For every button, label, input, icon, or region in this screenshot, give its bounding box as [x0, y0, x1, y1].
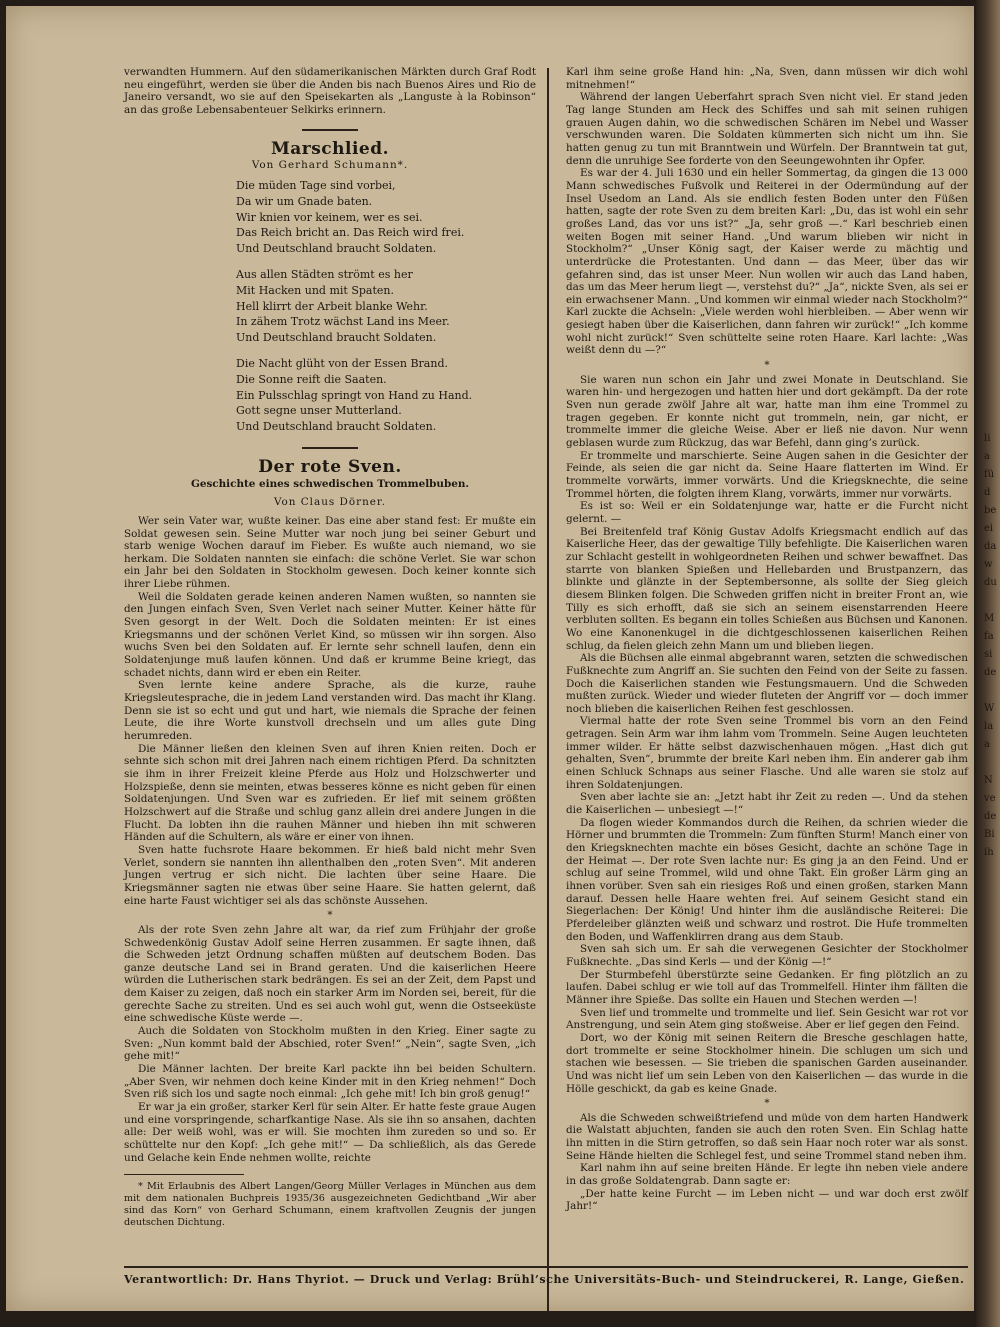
poem-line: Und Deutschland braucht Soldaten.: [236, 331, 437, 345]
poem-stanza-3: [236, 356, 536, 435]
poem-line: Da wir um Gnade baten.: [236, 194, 373, 208]
edge-letter: ih: [984, 847, 994, 858]
story-paragraph: Er war ja ein großer, starker Kerl für sein Alter. Er hatte feste graue Augen und eine vorspringende, scharfkantige Nase. Als sie ihn so ansahen, dachten alle: Der weiß wohl, was er will. Sie mochten ihm zureden so und so. Er schüttelte nur den Kopf: „Ich gehe mit!“ — Da schließlich, als das Gerede und Gelache kein Ende nehmen wollte, reichte: [124, 1101, 536, 1164]
edge-letter: [984, 754, 998, 772]
poem-line: Ein Pulsschlag springt von Hand zu Hand.: [236, 388, 473, 402]
story-paragraph: Er trommelte und marschierte. Seine Augen sahen in die Gesichter der Feinde, als seien die gar nicht da. Seine Haare flatterten im Wind. Er trommelte vorwärts, immer vorwärts. Und die Kriegsknechte, die seine Trommel hörten, die folgten ihrem Klang, vorwärts, immer nur vorwärts.: [566, 449, 968, 500]
edge-letter: w: [984, 559, 993, 570]
story-paragraph: Bei Breitenfeld traf König Gustav Adolfs Kriegsmacht endlich auf das Kaiserliche Heer, das der gewaltige Tilly befehligte. Die Kaiserlichen waren zur Schlacht gestellt in wohlgeordneten Reihen und schwer bewaffnet. Das starrte von blanken Spießen und Hellebarden und Brustpanzern, das blinkte und glänzte in der Septembersonne, als sollte der Sieg gleich diesem Blinken folgen. Die Schweden griffen nicht in breiter Front an, wie Tilly es sich erhofft, daß sie sich an seinem eisenstarrenden Heere verbluten sollten. Es begann ein tolles Schießen aus Büchsen und Kanonen. Wo eine Kanonenkugel in die dichtgeschlossenen kaiserlichen Reihen schlug, da fielen gleich zehn Mann um und blieben liegen.: [566, 525, 968, 652]
imprint-footer: Verantwortlich: Dr. Hans Thyriot. — Druck und Verlag: Brühl’sche Universitäts-Buch- und Steindruckerei, R. Lange, Gießen.: [124, 1273, 965, 1286]
footer-rule: [124, 1266, 968, 1268]
edge-letter: a: [984, 451, 990, 462]
story-paragraph: Als die Büchsen alle einmal abgebrannt waren, setzten die schwedischen Fußknechte zum Angriff an. Sie suchten den Feind von der Seite zu fassen. Doch die Kaiserlichen standen wie Festungsmauern. Und die Schweden mußten zurück. Wieder und wieder fluteten der Angriff vor — doch immer noch blieben die kaiserlichen Reihen fest geschlossen.: [566, 652, 968, 715]
left-column: [124, 66, 536, 1229]
edge-letter: a: [984, 739, 990, 750]
story-paragraph: Während der langen Ueberfahrt sprach Sven nicht viel. Er stand jeden Tag lange Stunden am Heck des Schiffes und sah mit seinen ruhigen grauen Augen dahin, wo die schwedischen Schären im Nebel und Wasser verschwunden waren. Die Soldaten kümmerten sich nicht um ihn. Sie hatten genug zu tun mit Branntwein und Würfeln. Der Branntwein tat gut, denn die unruhige See forderte von den Seeungewohnten ihr Opfer.: [566, 91, 968, 167]
edge-letter: la: [984, 721, 994, 732]
poem-line: Die müden Tage sind vorbei,: [236, 178, 396, 192]
edge-letter: [984, 682, 998, 700]
poem-stanza-2: [236, 267, 536, 346]
edge-letter: fü: [984, 469, 995, 480]
story-paragraph: Es ist so: Weil er ein Soldatenjunge war, hatte er die Furcht nicht gelernt. —: [566, 500, 968, 525]
poem-line: Das Reich bricht an. Das Reich wird frei.: [236, 226, 465, 240]
adjacent-page-edge: [976, 0, 1000, 1327]
edge-letter: de: [984, 811, 997, 822]
edge-letter: be: [984, 505, 997, 516]
section-rule: [302, 129, 358, 131]
newspaper-page: [6, 6, 974, 1311]
story-paragraph: Dort, wo der König mit seinen Reitern die Bresche geschlagen hatte, dort trommelte er seine Stockholmer hinein. Die schlugen um sich und stachen wie besessen. — Sie trieben die spanischen Garden auseinander. Und was nicht lief um sein Leben von den Kaiserlichen — das wurde in die Hölle geschickt, da gab es keine Gnade.: [566, 1031, 968, 1095]
section-star: *: [764, 1097, 770, 1110]
story-paragraph: Sven sah sich um. Er sah die verwegenen Gesichter der Stockholmer Fußknechte. „Das sind Kerls — und der König —!“: [566, 943, 968, 968]
edge-letter: d: [984, 487, 991, 498]
story-paragraph: Sven lief und trommelte und trommelte und lief. Sein Gesicht war rot vor Anstrengung, und sein Atem ging stoßweise. Aber er lief gegen den Feind.: [566, 1006, 968, 1032]
story-paragraph: Es war der 4. Juli 1630 und ein heller Sommertag, da gingen die 13 000 Mann schwedisches Fußvolk und Reiterei in der Odermündung auf der Insel Usedom an Land. Als sie endlich festen Boden unter den Füßen hatten, sagte der rote Sven zu dem breiten Karl: „Du, das ist wohl ein sehr großes Land, das vor uns ist?“ „Ja, sehr groß —.“ Karl beschrieb einen weiten Bogen mit seiner Hand. „Und warum blieben wir nicht in Stockholm?“ „Unser König sagt, der Kaiser werde zu mächtig und unterdrücke die Protestanten. Und dann — das Meer, über das wir gefahren sind, das ist unser Meer. Nun wollen wir auch das Land haben, das um das Meer herum liegt —, verstehst du?“ „Ja“, nickte Sven, als sei er ein erwachsener Mann. „Und kommen wir einmal wieder nach Stockholm?“ Karl zuckte die Achseln: „Viele werden wohl hierbleiben. — Aber wenn wir gesiegt haben über die Kaiserlichen, dann fahren wir zurück!“ „Ich komme wohl nicht zurück!“ Sven schüttelte seine roten Haare. Karl lachte: „Was weißt denn du —?“: [566, 167, 968, 357]
edge-letter: M: [984, 613, 995, 624]
poem-line: Und Deutschland braucht Soldaten.: [236, 420, 437, 434]
poem-title: Marschlied.: [270, 138, 390, 159]
footnote: * Mit Erlaubnis des Albert Langen/Georg Müller Verlages in München aus dem mit dem nationalen Buchpreis 1935/36 ausgezeichneten Gedichtband „Wir aber sind das Korn“ von Gerhard Schumann, einem kraftvollen Zeugnis der jungen deutschen Dichtung.: [124, 1181, 536, 1229]
story-paragraph: Als der rote Sven zehn Jahre alt war, da rief zum Frühjahr der große Schwedenkönig Gustav Adolf seine Herren zusammen. Er sagte ihnen, daß die Schweden jetzt Ordnung schaffen müßten auf deutschem Boden. Das ganze deutsche Land sei in Brand geraten. Und die kaiserlichen Heere würden die Lutherischen stark bedrängen. Es sei an der Zeit, dem Papst und dem Kaiser zu zeigen, daß noch ein starker Arm im Norden sei, bereit, für die gerechte Sache zu streiten. Und es sei auch wohl gut, wenn die Ostseeküste eine schwedische Küste werde —.: [124, 923, 536, 1025]
story-paragraph: Sven lernte keine andere Sprache, als die kurze, rauhe Kriegsleutesprache, die in jedem Land verstanden wird. Das macht ihr Klang. Denn sie ist so echt und gut und hart, wie niemals die Sprache der feinen Leute, die ihre Worte kunstvoll drechseln und um alles gute Ding herumreden.: [124, 679, 536, 743]
footnote-rule: [124, 1174, 244, 1175]
poem-line: Aus allen Städten strömt es her: [236, 267, 413, 281]
edge-letter: W: [984, 703, 995, 714]
story-paragraph: Karl ihm seine große Hand hin: „Na, Sven, dann müssen wir dich wohl mitnehmen!“: [566, 66, 968, 91]
section-star: *: [327, 909, 333, 922]
section-rule: [302, 447, 358, 449]
poem-line: Mit Hacken und mit Spaten.: [236, 283, 394, 297]
poem-stanza-1: [236, 178, 536, 257]
story-paragraph: Sven aber lachte sie an: „Jetzt habt ihr Zeit zu reden —. Und da stehen die Kaiserlichen — unbesiegt —!“: [566, 791, 968, 817]
edge-letter: du: [984, 577, 997, 588]
adjacent-page-letters: [984, 430, 998, 862]
edge-letter: ve: [984, 793, 996, 804]
story-paragraph: Auch die Soldaten von Stockholm mußten in den Krieg. Einer sagte zu Sven: „Nun kommt bald der Abschied, roter Sven!“ „Nein“, sagte Sven, „ich gehe mit!“: [124, 1025, 536, 1063]
story-paragraph: Sie waren nun schon ein Jahr und zwei Monate in Deutschland. Sie waren hin- und hergezogen und hatten hier und dort gekämpft. Da der rote Sven nun gerade zwölf Jahre alt war, hatte man ihm eine Trommel zu tragen gegeben. Er konnte nicht gut trommeln, nein, gar nicht, er trommelte immer die gleiche Weise. Aber er ließ nie davon. Nur wenn geblasen wurde zum Rückzug, das war Befehl, dann ging’s zurück.: [566, 373, 968, 450]
edge-letter: da: [984, 541, 997, 552]
poem-line: Die Nacht glüht von der Essen Brand.: [236, 356, 448, 370]
intro-paragraph: verwandten Hummern. Auf den südamerikanischen Märkten durch Graf Rodt neu eingeführt, werden sie über die Anden bis nach Buenos Aires und Rio de Janeiro versandt, wo sie auf den Speisekarten als „Languste à la Robinson“ an das große Lebensabenteuer Selkirks erinnern.: [124, 66, 536, 116]
poem-line: Und Deutschland braucht Soldaten.: [236, 242, 437, 256]
story-paragraph: Viermal hatte der rote Sven seine Trommel bis vorn an den Feind getragen. Sein Arm war ihm lahm vom Trommeln. Seine Augen leuchteten immer wilder. Er hätte selbst dazwischenhauen mögen. „Hast dich gut gehalten, Sven“, brummte der breite Karl neben ihm. Ein anderer gab ihm einen Schluck Schnaps aus seiner Flasche. Und alle waren sie stolz auf ihren Soldatenjungen.: [566, 715, 968, 791]
edge-letter: [984, 592, 998, 610]
edge-letter: de: [984, 667, 997, 678]
poem-line: Wir knien vor keinem, wer es sei.: [236, 210, 423, 224]
story-paragraph: „Der hatte keine Furcht — im Leben nicht — und war doch erst zwölf Jahr!“: [566, 1187, 968, 1213]
edge-letter: fa: [984, 631, 994, 642]
story-byline: Von Claus Dörner.: [273, 496, 387, 509]
story-paragraph: Weil die Soldaten gerade keinen anderen Namen wußten, so nannten sie den Jungen einfach Sven, Sven Verlet nach seiner Mutter. Keiner hätte für Sven gesorgt in der Welt. Doch die Soldaten meinten: Er ist eines Kriegsmanns und der schönen Verlet Kind, so müssen wir ihn sorgen. Also wuchs Sven bei den Soldaten auf. Er lernte sehr schnell laufen, denn ein Soldatenjunge muß laufen können. Und daß er krumme Beine kriegt, das schadet nichts, dann wird er eben ein Reiter.: [124, 590, 536, 679]
section-star: *: [764, 359, 770, 372]
story-paragraph: Die Männer ließen den kleinen Sven auf ihren Knien reiten. Doch er sehnte sich schon mit drei Jahren nach einem richtigen Pferd. Da schnitzten sie ihm in ihrer Freizeit kleine Pferde aus Holz und Holzschwerter und Holzspieße, denn sie meinten, etwas besseres könne es nicht geben für einen Soldatenjungen. Und Sven war es zufrieden. Er lief mit seinem größten Holzschwert auf die Straße und schlug ganz allein drei andere Jungen in die Flucht. Da lobten ihn die rauhen Männer und hieben ihn mit schweren Händen auf die Schultern, als wäre er einer von ihnen.: [124, 742, 536, 844]
story-paragraph: Wer sein Vater war, wußte keiner. Das eine aber stand fest: Er mußte ein Soldat gewesen sein. Seine Mutter war noch jung bei seiner Geburt und starb wenige Wochen darauf im Fieber. Es wußte auch niemand, wo sie herkam. Die Soldaten nannten sie einfach: die schöne Verlet. Sie war schon ein Jahr bei den Soldaten in Stockholm gewesen. Doch keiner konnte sich ihrer Liebe rühmen.: [124, 514, 536, 591]
edge-letter: Bi: [984, 829, 995, 840]
edge-letter: si: [984, 649, 993, 660]
poem-line: Gott segne unser Mutterland.: [236, 404, 402, 418]
story-paragraph: Karl nahm ihn auf seine breiten Hände. Er legte ihn neben viele andere in das große Soldatengrab. Dann sagte er:: [566, 1162, 968, 1188]
column-divider: [547, 68, 549, 1311]
story-title: Der rote Sven.: [258, 456, 402, 477]
poem-byline: Von Gerhard Schumann*.: [251, 159, 409, 172]
edge-letter: N: [984, 775, 993, 786]
poem-line: Die Sonne reift die Saaten.: [236, 372, 387, 386]
story-paragraph: Der Sturmbefehl überstürzte seine Gedanken. Er fing plötzlich an zu laufen. Dabei schlug er wie toll auf das Trommelfell. Hinter ihm fällten die Männer ihre Spieße. Das sollte ein Hauen und Stechen werden —!: [566, 968, 968, 1006]
right-column: [566, 66, 968, 1213]
edge-letter: ei: [984, 523, 994, 534]
story-paragraph: Sven hatte fuchsrote Haare bekommen. Er hieß bald nicht mehr Sven Verlet, sondern sie nannten ihn allenthalben den „roten Sven“. Mit anderen Jungen vertrug er sich nicht. Die lachten über seine Haare. Die Kriegsmänner sagten nie etwas über seine Haare. Sie hatten gelernt, daß eine harte Faust wichtiger sei als das schönste Aussehen.: [124, 843, 536, 907]
story-paragraph: Da flogen wieder Kommandos durch die Reihen, da schrien wieder die Hörner und brummten die Trommeln: Zum fünften Sturm! Manch einer von den Kriegsknechten machte ein böses Gesicht, dachte an schöne Tage in der Heimat —. Der rote Sven lachte nur: Es ging ja an den Feind. Und er schlug auf seine Trommel, wild und ohne Takt. Ein großer Lärm ging an ihnen vorüber. Sven sah ein riesiges Roß und einen großen, starken Mann darauf. Dessen helle Haare wehten frei. Auf seinem Gesicht stand ein Siegerlachen: Der König! Und hinter ihm die ausländische Reiterei: Die Pferdeleiber glänzten weiß und schwarz und rostrot. Die Hufe trommelten den Boden, und Waffenklirren drang aus dem Staub.: [566, 816, 968, 943]
story-subtitle: Geschichte eines schwedischen Trommelbuben.: [190, 477, 470, 490]
poem-line: Hell klirrt der Arbeit blanke Wehr.: [236, 299, 428, 313]
story-paragraph: Als die Schweden schweißtriefend und müde von dem harten Handwerk die Walstatt abjuchten, fanden sie auch den roten Sven. Ein Schlag hatte ihn mitten in die Stirn getroffen, so daß sein Haar noch roter war als sonst. Seine Hände hielten die Schlegel fest, und seine Trommel stand neben ihm.: [566, 1111, 968, 1162]
edge-letter: li: [984, 433, 991, 444]
story-paragraph: Die Männer lachten. Der breite Karl packte ihn bei beiden Schultern. „Aber Sven, wir nehmen doch keine Kinder mit in den Krieg nehmen!“ Doch Sven riß sich los und sagte noch einmal: „Ich gehe mit! Ich bin groß genug!“: [124, 1063, 536, 1101]
poem-line: In zähem Trotz wächst Land ins Meer.: [236, 315, 450, 329]
